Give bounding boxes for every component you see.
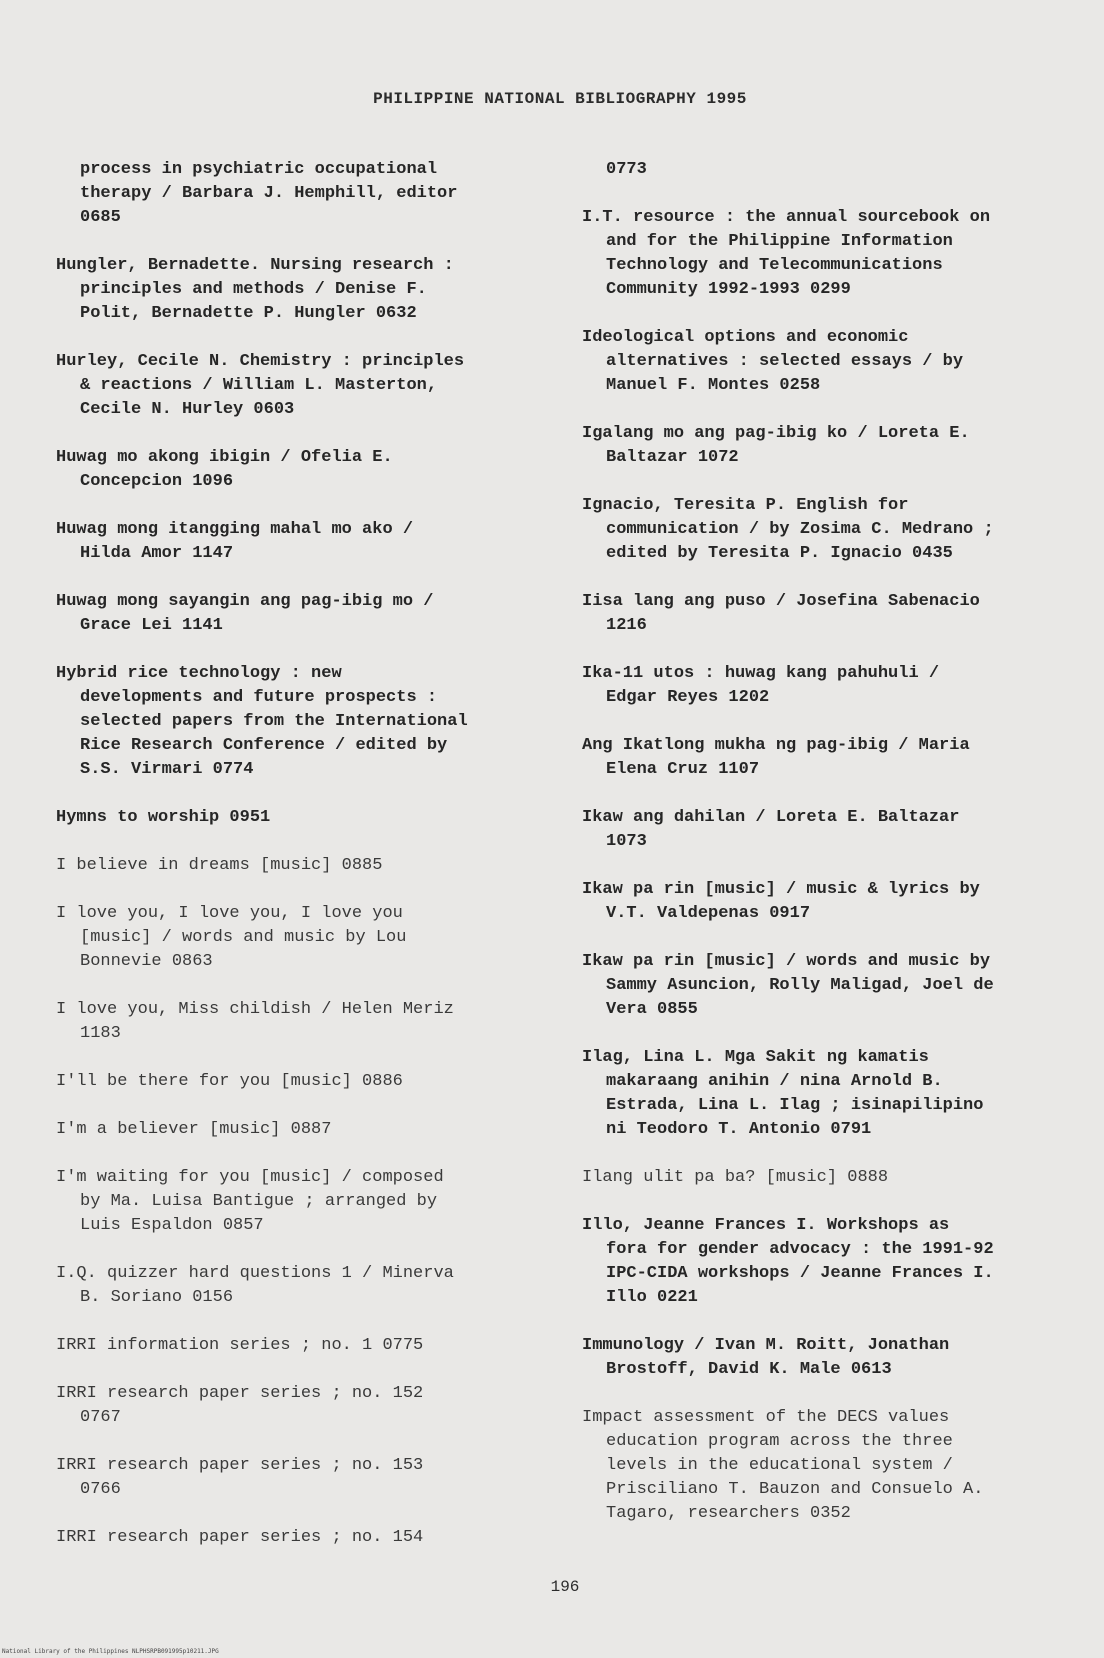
bibliography-entry: I'll be there for you [music] 0886 <box>56 1072 403 1091</box>
bibliography-entry: I.Q. quizzer hard questions 1 / Minerva B. Soriano 0156 <box>56 1264 454 1307</box>
bibliography-entry: I.T. resource : the annual sourcebook on and for the Philippine Information Technology and Telecommunications Community 1992-1993 0299 <box>582 208 991 299</box>
bibliography-entry: Ilang ulit pa ba? [music] 0888 <box>582 1168 889 1187</box>
bibliography-entry: I love you, Miss childish / Helen Meriz 1183 <box>56 1000 454 1043</box>
bibliography-entry: Huwag mo akong ibigin / Ofelia E. Concepcion 1096 <box>56 448 393 491</box>
bibliography-entry: I believe in dreams [music] 0885 <box>56 856 383 875</box>
bibliography-entry: IRRI research paper series ; no. 152 0767 <box>56 1384 424 1427</box>
bibliography-entry: Igalang mo ang pag-ibig ko / Loreta E. Baltazar 1072 <box>582 424 970 467</box>
bibliography-entry: Ang Ikatlong mukha ng pag-ibig / Maria Elena Cruz 1107 <box>582 736 970 779</box>
bibliography-entry: Impact assessment of the DECS values education program across the three levels in the educational system / Prisciliano T. Bauzon and Consuelo A. Tagaro, researchers 0352 <box>582 1408 984 1523</box>
bibliography-entry: Ignacio, Teresita P. English for communication / by Zosima C. Medrano ; edited by Teresita P. Ignacio 0435 <box>582 496 994 563</box>
bibliography-entry: I love you, I love you, I love you [music] / words and music by Lou Bonnevie 0863 <box>56 904 407 971</box>
bibliography-entry: I'm waiting for you [music] / composed by Ma. Luisa Bantigue ; arranged by Luis Espaldon 0857 <box>56 1168 444 1235</box>
bibliography-entry: Hymns to worship 0951 <box>56 808 271 827</box>
bibliography-entry: 0773 <box>606 160 647 179</box>
bibliography-entry: Iisa lang ang puso / Josefina Sabenacio 1216 <box>582 592 980 635</box>
left-column <box>56 158 556 1574</box>
bibliography-entry: Ikaw ang dahilan / Loreta E. Baltazar 1073 <box>582 808 960 851</box>
bibliography-entry: Huwag mong itangging mahal mo ako / Hilda Amor 1147 <box>56 520 414 563</box>
bibliography-entry: Ideological options and economic alternatives : selected essays / by Manuel F. Montes 0258 <box>582 328 964 395</box>
bibliography-entry: Immunology / Ivan M. Roitt, Jonathan Brostoff, David K. Male 0613 <box>582 1336 950 1379</box>
bibliography-entry: Ika-11 utos : huwag kang pahuhuli / Edgar Reyes 1202 <box>582 664 940 707</box>
scan-credit: National Library of the Philippines NLPHSRPB091995p10211.JPG <box>2 1648 219 1655</box>
bibliography-entry: Ikaw pa rin [music] / music & lyrics by V.T. Valdepenas 0917 <box>582 880 980 923</box>
page-title: PHILIPPINE NATIONAL BIBLIOGRAPHY 1995 <box>373 90 747 108</box>
bibliography-entry: Hybrid rice technology : new developments and future prospects : selected papers from the International Rice Research Conference / edited by S.S. Virmari 0774 <box>56 664 468 779</box>
bibliography-entry: Ilag, Lina L. Mga Sakit ng kamatis makaraang anihin / nina Arnold B. Estrada, Lina L. Ilag ; isinapilipino ni Teodoro T. Antonio 0791 <box>582 1048 984 1139</box>
bibliography-entry: process in psychiatric occupational therapy / Barbara J. Hemphill, editor 0685 <box>80 160 458 227</box>
right-column <box>582 158 1082 1550</box>
bibliography-entry: Ikaw pa rin [music] / words and music by Sammy Asuncion, Rolly Maligad, Joel de Vera 0855 <box>582 952 994 1019</box>
bibliography-entry: I'm a believer [music] 0887 <box>56 1120 332 1139</box>
bibliography-entry: IRRI research paper series ; no. 153 0766 <box>56 1456 424 1499</box>
bibliography-entry: IRRI research paper series ; no. 154 <box>56 1528 424 1547</box>
page-number: 196 <box>550 1578 580 1596</box>
bibliography-entry: Hurley, Cecile N. Chemistry : principles & reactions / William L. Masterton, Cecile N. Hurley 0603 <box>56 352 465 419</box>
bibliography-entry: IRRI information series ; no. 1 0775 <box>56 1336 424 1355</box>
bibliography-entry: Hungler, Bernadette. Nursing research : principles and methods / Denise F. Polit, Bernadette P. Hungler 0632 <box>56 256 454 323</box>
bibliography-entry: Illo, Jeanne Frances I. Workshops as fora for gender advocacy : the 1991-92 IPC-CIDA workshops / Jeanne Frances I. Illo 0221 <box>582 1216 994 1307</box>
bibliography-entry: Huwag mong sayangin ang pag-ibig mo / Grace Lei 1141 <box>56 592 434 635</box>
